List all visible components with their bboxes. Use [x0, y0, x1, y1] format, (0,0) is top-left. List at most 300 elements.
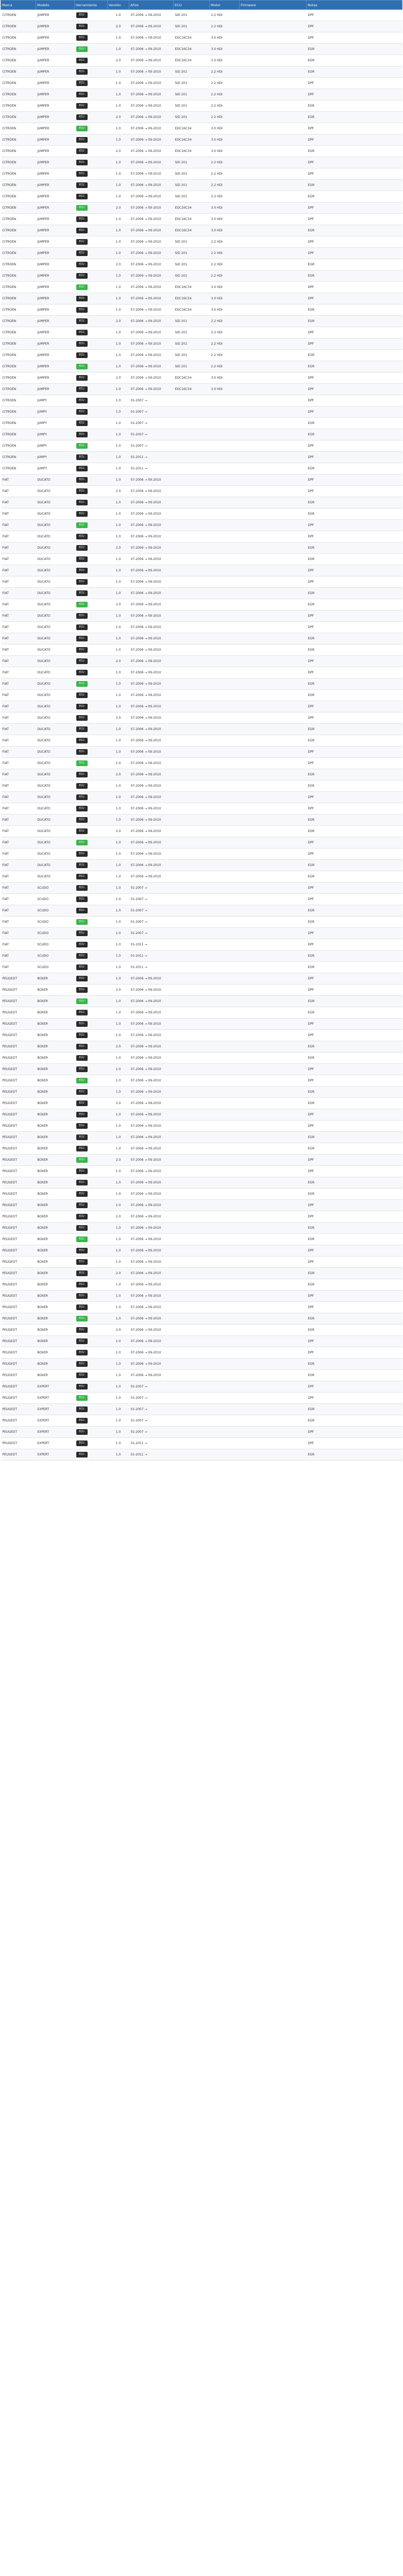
cell-engine: 3.0 HDi [210, 146, 240, 157]
cell-year: 07-2006 → 09-2010 [129, 1347, 174, 1359]
cell-notes: EGR [307, 1370, 402, 1381]
table-row[interactable] [1, 1189, 402, 1200]
cell-model: BOXER [36, 1075, 75, 1087]
table-row[interactable] [1, 44, 402, 55]
table-row[interactable] [1, 622, 402, 633]
table-row[interactable] [1, 735, 402, 747]
table-row[interactable] [1, 690, 402, 701]
table-row[interactable] [1, 1109, 402, 1121]
table-row[interactable] [1, 894, 402, 905]
cell-model: JUMPER [36, 236, 75, 248]
header-year[interactable]: Años [129, 1, 174, 10]
cell-notes: DPF [307, 474, 402, 486]
cell-ver: 1.0 [108, 917, 129, 928]
table-row[interactable] [1, 1211, 402, 1223]
table-row[interactable] [1, 656, 402, 667]
table-row[interactable] [1, 474, 402, 486]
cell-engine [210, 1007, 240, 1019]
cell-year: 07-2006 → 09-2010 [129, 1019, 174, 1030]
cell-brand: PEUGEOT [1, 1087, 36, 1098]
ecu-badge-icon: ECU [76, 352, 88, 358]
cell-engine [210, 815, 240, 826]
cell-model: JUMPER [36, 112, 75, 123]
cell-model: DUCATO [36, 577, 75, 588]
table-row[interactable] [1, 1030, 402, 1041]
header-brand[interactable]: Marca [1, 1, 36, 10]
table-row[interactable] [1, 701, 402, 713]
cell-year: 07-2006 → 09-2010 [129, 1143, 174, 1155]
ecu-badge-icon: ECU [76, 194, 88, 199]
table-row[interactable] [1, 713, 402, 724]
table-row[interactable] [1, 588, 402, 599]
cell-fw [240, 1449, 307, 1461]
cell-ecu: SID 201 [174, 180, 210, 191]
cell-tool [75, 1291, 108, 1302]
cell-year: 07-2006 → 09-2010 [129, 565, 174, 577]
table-row[interactable] [1, 1223, 402, 1234]
cell-ver: 2.0 [108, 259, 129, 270]
table-row[interactable] [1, 157, 402, 168]
cell-model: BOXER [36, 1132, 75, 1143]
cell-fw [240, 440, 307, 452]
table-row[interactable] [1, 1302, 402, 1313]
cell-ecu [174, 577, 210, 588]
table-row[interactable] [1, 803, 402, 815]
table-row[interactable] [1, 1132, 402, 1143]
cell-ver: 1.0 [108, 304, 129, 316]
ecu-badge-icon: ECU [76, 930, 88, 936]
table-row[interactable] [1, 1007, 402, 1019]
table-row[interactable] [1, 78, 402, 89]
header-firmware[interactable]: Firmware [240, 1, 307, 10]
cell-ecu [174, 849, 210, 860]
cell-model: JUMPER [36, 248, 75, 259]
cell-tool [75, 1313, 108, 1325]
table-row[interactable] [1, 112, 402, 123]
table-row[interactable] [1, 32, 402, 44]
cell-notes: EGR [307, 860, 402, 871]
table-row[interactable] [1, 1325, 402, 1336]
cell-engine [210, 497, 240, 509]
table-row[interactable] [1, 973, 402, 985]
cell-model: SCUDO [36, 939, 75, 951]
ecu-badge-icon: ECU [76, 1066, 88, 1072]
table-row[interactable] [1, 815, 402, 826]
table-row[interactable] [1, 1098, 402, 1109]
cell-engine [210, 577, 240, 588]
ecu-badge-icon: ECU [76, 1157, 88, 1163]
cell-model: JUMPER [36, 259, 75, 270]
table-row[interactable] [1, 1381, 402, 1393]
cell-notes: EGR [307, 1449, 402, 1461]
cell-ecu [174, 429, 210, 440]
table-row[interactable] [1, 1336, 402, 1347]
table-row[interactable] [1, 939, 402, 951]
table-row[interactable] [1, 463, 402, 474]
table-row[interactable] [1, 10, 402, 21]
header-model[interactable]: Modelo [36, 1, 75, 10]
cell-notes: DPF [307, 1155, 402, 1166]
cell-engine [210, 690, 240, 701]
cell-ecu [174, 622, 210, 633]
header-ecu[interactable]: ECU [174, 1, 210, 10]
cell-tool [75, 395, 108, 406]
table-row[interactable] [1, 497, 402, 509]
header-version[interactable]: Versión [108, 1, 129, 10]
cell-brand: PEUGEOT [1, 996, 36, 1007]
cell-tool [75, 1359, 108, 1370]
cell-engine: 3.0 HDi [210, 384, 240, 395]
table-row[interactable] [1, 860, 402, 871]
cell-model: BOXER [36, 1053, 75, 1064]
cell-tool [75, 123, 108, 134]
cell-brand: FIAT [1, 928, 36, 939]
table-row[interactable] [1, 1404, 402, 1415]
table-row[interactable] [1, 429, 402, 440]
table-row[interactable] [1, 1177, 402, 1189]
table-row[interactable] [1, 543, 402, 554]
cell-tool [75, 282, 108, 293]
cell-fw [240, 1189, 307, 1200]
table-row[interactable] [1, 769, 402, 781]
cell-year: 07-2006 → 09-2010 [129, 236, 174, 248]
cell-fw [240, 803, 307, 815]
table-row[interactable] [1, 1121, 402, 1132]
cell-model: JUMPER [36, 270, 75, 282]
cell-ver: 1.0 [108, 350, 129, 361]
cell-brand: PEUGEOT [1, 1393, 36, 1404]
table-row[interactable] [1, 826, 402, 837]
cell-engine: 2.2 HDi [210, 10, 240, 21]
table-row[interactable] [1, 134, 402, 146]
table-row[interactable] [1, 1155, 402, 1166]
cell-engine [210, 1257, 240, 1268]
ecu-badge-icon: ECU [76, 409, 88, 415]
cell-notes: EGR [307, 905, 402, 917]
cell-model: BOXER [36, 1166, 75, 1177]
cell-ecu: EDC16C34 [174, 123, 210, 134]
cell-fw [240, 55, 307, 66]
cell-year: 07-2006 → 09-2010 [129, 837, 174, 849]
table-row[interactable] [1, 611, 402, 622]
table-row[interactable] [1, 1166, 402, 1177]
cell-fw [240, 225, 307, 236]
cell-ecu: SID 201 [174, 259, 210, 270]
table-row[interactable] [1, 792, 402, 803]
table-row[interactable] [1, 520, 402, 531]
table-row[interactable] [1, 1370, 402, 1381]
header-notes[interactable]: Notas [307, 1, 402, 10]
vehicle-table [1, 0, 402, 1461]
table-row[interactable] [1, 1449, 402, 1461]
table-row[interactable] [1, 1313, 402, 1325]
table-row[interactable] [1, 372, 402, 384]
cell-year: 07-2006 → 09-2010 [129, 384, 174, 395]
cell-model: DUCATO [36, 509, 75, 520]
cell-model: DUCATO [36, 543, 75, 554]
table-row[interactable] [1, 66, 402, 78]
cell-notes: DPF [307, 1427, 402, 1438]
cell-ver: 2.0 [108, 769, 129, 781]
table-row[interactable] [1, 928, 402, 939]
cell-ecu [174, 1189, 210, 1200]
cell-fw [240, 792, 307, 803]
cell-notes: EGR [307, 270, 402, 282]
table-row[interactable] [1, 951, 402, 962]
cell-engine: 2.2 HDi [210, 327, 240, 338]
cell-fw [240, 21, 307, 32]
table-row[interactable] [1, 565, 402, 577]
cell-fw [240, 905, 307, 917]
cell-model: EXPERT [36, 1427, 75, 1438]
cell-engine [210, 633, 240, 645]
table-row[interactable] [1, 225, 402, 236]
ecu-badge-icon: ECU [76, 1304, 88, 1310]
cell-model: EXPERT [36, 1415, 75, 1427]
table-row[interactable] [1, 100, 402, 112]
cell-year: 07-2006 → 09-2010 [129, 531, 174, 543]
cell-model: BOXER [36, 1336, 75, 1347]
table-row[interactable] [1, 883, 402, 894]
table-row[interactable] [1, 1257, 402, 1268]
ecu-badge-icon: ECU [76, 137, 88, 143]
table-row[interactable] [1, 180, 402, 191]
table-row[interactable] [1, 962, 402, 973]
table-row[interactable] [1, 1279, 402, 1291]
cell-year: 07-2006 → 09-2010 [129, 1087, 174, 1098]
cell-tool [75, 509, 108, 520]
table-row[interactable] [1, 89, 402, 100]
cell-fw [240, 1415, 307, 1427]
cell-brand: FIAT [1, 690, 36, 701]
ecu-badge-icon: ECU [76, 1123, 88, 1129]
table-row[interactable] [1, 202, 402, 214]
cell-model: JUMPER [36, 10, 75, 21]
table-row[interactable] [1, 1087, 402, 1098]
cell-ecu [174, 1109, 210, 1121]
cell-tool [75, 1223, 108, 1234]
cell-ver: 1.0 [108, 509, 129, 520]
cell-notes: DPF [307, 939, 402, 951]
table-row[interactable] [1, 509, 402, 520]
table-row[interactable] [1, 1143, 402, 1155]
cell-year: 07-2006 → 09-2010 [129, 248, 174, 259]
table-row[interactable] [1, 985, 402, 996]
cell-model: JUMPER [36, 180, 75, 191]
table-row[interactable] [1, 837, 402, 849]
table-row[interactable] [1, 316, 402, 327]
table-row[interactable] [1, 1200, 402, 1211]
table-row[interactable] [1, 1359, 402, 1370]
cell-ecu [174, 1427, 210, 1438]
table-row[interactable] [1, 406, 402, 418]
ecu-badge-icon: ECU [76, 1293, 88, 1299]
table-row[interactable] [1, 282, 402, 293]
table-row[interactable] [1, 917, 402, 928]
cell-tool [75, 928, 108, 939]
table-row[interactable] [1, 384, 402, 395]
table-row[interactable] [1, 667, 402, 679]
table-row[interactable] [1, 55, 402, 66]
cell-tool [75, 1211, 108, 1223]
table-row[interactable] [1, 418, 402, 429]
ecu-badge-icon: ECU [76, 692, 88, 698]
table-row[interactable] [1, 1427, 402, 1438]
cell-fw [240, 168, 307, 180]
cell-year: 01-2011 → [129, 1438, 174, 1449]
cell-year: 07-2006 → 09-2010 [129, 849, 174, 860]
cell-tool [75, 225, 108, 236]
table-row[interactable] [1, 214, 402, 225]
table-row[interactable] [1, 645, 402, 656]
cell-ecu [174, 713, 210, 724]
ecu-badge-icon: ECU [76, 420, 88, 426]
table-row[interactable] [1, 248, 402, 259]
cell-notes: EGR [307, 1177, 402, 1189]
cell-ver: 1.0 [108, 1257, 129, 1268]
header-tool[interactable]: Herramienta [75, 1, 108, 10]
cell-ver: 2.0 [108, 372, 129, 384]
ecu-badge-icon: ECU [76, 364, 88, 369]
cell-year: 07-2006 → 09-2010 [129, 168, 174, 180]
cell-engine [210, 1313, 240, 1325]
cell-ecu: SID 201 [174, 112, 210, 123]
cell-ver: 1.0 [108, 44, 129, 55]
cell-fw [240, 894, 307, 905]
cell-tool [75, 1189, 108, 1200]
cell-model: SCUDO [36, 917, 75, 928]
cell-fw [240, 1223, 307, 1234]
table-row[interactable] [1, 123, 402, 134]
table-row[interactable] [1, 781, 402, 792]
table-row[interactable] [1, 146, 402, 157]
table-row[interactable] [1, 1075, 402, 1087]
table-row[interactable] [1, 747, 402, 758]
cell-ecu [174, 440, 210, 452]
cell-brand: CITROEN [1, 361, 36, 372]
cell-engine [210, 1155, 240, 1166]
table-row[interactable] [1, 1347, 402, 1359]
table-row[interactable] [1, 1393, 402, 1404]
cell-tool [75, 202, 108, 214]
cell-brand: CITROEN [1, 157, 36, 168]
cell-ecu [174, 497, 210, 509]
cell-year: 07-2006 → 09-2010 [129, 202, 174, 214]
table-row[interactable] [1, 168, 402, 180]
table-row[interactable] [1, 1019, 402, 1030]
table-row[interactable] [1, 21, 402, 32]
table-row[interactable] [1, 1064, 402, 1075]
table-row[interactable] [1, 338, 402, 350]
cell-ver: 1.0 [108, 1075, 129, 1087]
table-row[interactable] [1, 724, 402, 735]
cell-model: DUCATO [36, 690, 75, 701]
table-row[interactable] [1, 1245, 402, 1257]
table-row[interactable] [1, 327, 402, 338]
header-engine[interactable]: Motor [210, 1, 240, 10]
table-row[interactable] [1, 191, 402, 202]
table-row[interactable] [1, 599, 402, 611]
cell-model: JUMPER [36, 282, 75, 293]
cell-tool [75, 826, 108, 837]
table-row[interactable] [1, 679, 402, 690]
table-row[interactable] [1, 758, 402, 769]
table-row[interactable] [1, 350, 402, 361]
table-row[interactable] [1, 270, 402, 282]
table-row[interactable] [1, 633, 402, 645]
ecu-badge-icon: ECU [76, 908, 88, 913]
table-row[interactable] [1, 259, 402, 270]
cell-model: BOXER [36, 1370, 75, 1381]
table-row[interactable] [1, 452, 402, 463]
cell-model: DUCATO [36, 792, 75, 803]
table-row[interactable] [1, 996, 402, 1007]
table-row[interactable] [1, 1234, 402, 1245]
cell-engine [210, 826, 240, 837]
table-row[interactable] [1, 304, 402, 316]
ecu-badge-icon: ECU [76, 239, 88, 245]
cell-model: JUMPER [36, 225, 75, 236]
cell-model: SCUDO [36, 928, 75, 939]
ecu-badge-icon: ECU [76, 545, 88, 551]
table-row[interactable] [1, 871, 402, 883]
table-row[interactable] [1, 905, 402, 917]
ecu-badge-icon: ECU [76, 1078, 88, 1083]
table-row[interactable] [1, 236, 402, 248]
ecu-badge-icon: ECU [76, 1361, 88, 1367]
cell-notes: EGR [307, 1279, 402, 1291]
table-row[interactable] [1, 554, 402, 565]
table-row[interactable] [1, 1268, 402, 1279]
cell-brand: CITROEN [1, 406, 36, 418]
cell-brand: FIAT [1, 871, 36, 883]
cell-engine: 2.2 HDi [210, 157, 240, 168]
table-row[interactable] [1, 440, 402, 452]
cell-engine [210, 543, 240, 554]
cell-model: BOXER [36, 1257, 75, 1268]
cell-tool [75, 803, 108, 815]
table-row[interactable] [1, 293, 402, 304]
table-row[interactable] [1, 486, 402, 497]
table-row[interactable] [1, 1053, 402, 1064]
table-row[interactable] [1, 1291, 402, 1302]
cell-engine [210, 667, 240, 679]
cell-brand: FIAT [1, 531, 36, 543]
cell-notes: DPF [307, 565, 402, 577]
cell-fw [240, 565, 307, 577]
table-row[interactable] [1, 849, 402, 860]
cell-ver: 1.0 [108, 32, 129, 44]
cell-notes: EGR [307, 1098, 402, 1109]
cell-brand: PEUGEOT [1, 1211, 36, 1223]
cell-notes: DPF [307, 577, 402, 588]
table-row[interactable] [1, 531, 402, 543]
cell-year: 07-2006 → 09-2010 [129, 599, 174, 611]
table-row[interactable] [1, 361, 402, 372]
table-row[interactable] [1, 1438, 402, 1449]
table-row[interactable] [1, 577, 402, 588]
table-row[interactable] [1, 1041, 402, 1053]
cell-brand: FIAT [1, 645, 36, 656]
cell-tool [75, 180, 108, 191]
ecu-badge-icon: ECU [76, 1350, 88, 1355]
cell-notes: EGR [307, 724, 402, 735]
table-row[interactable] [1, 395, 402, 406]
table-row[interactable] [1, 1415, 402, 1427]
cell-engine [210, 1347, 240, 1359]
cell-fw [240, 1245, 307, 1257]
cell-model: BOXER [36, 1189, 75, 1200]
